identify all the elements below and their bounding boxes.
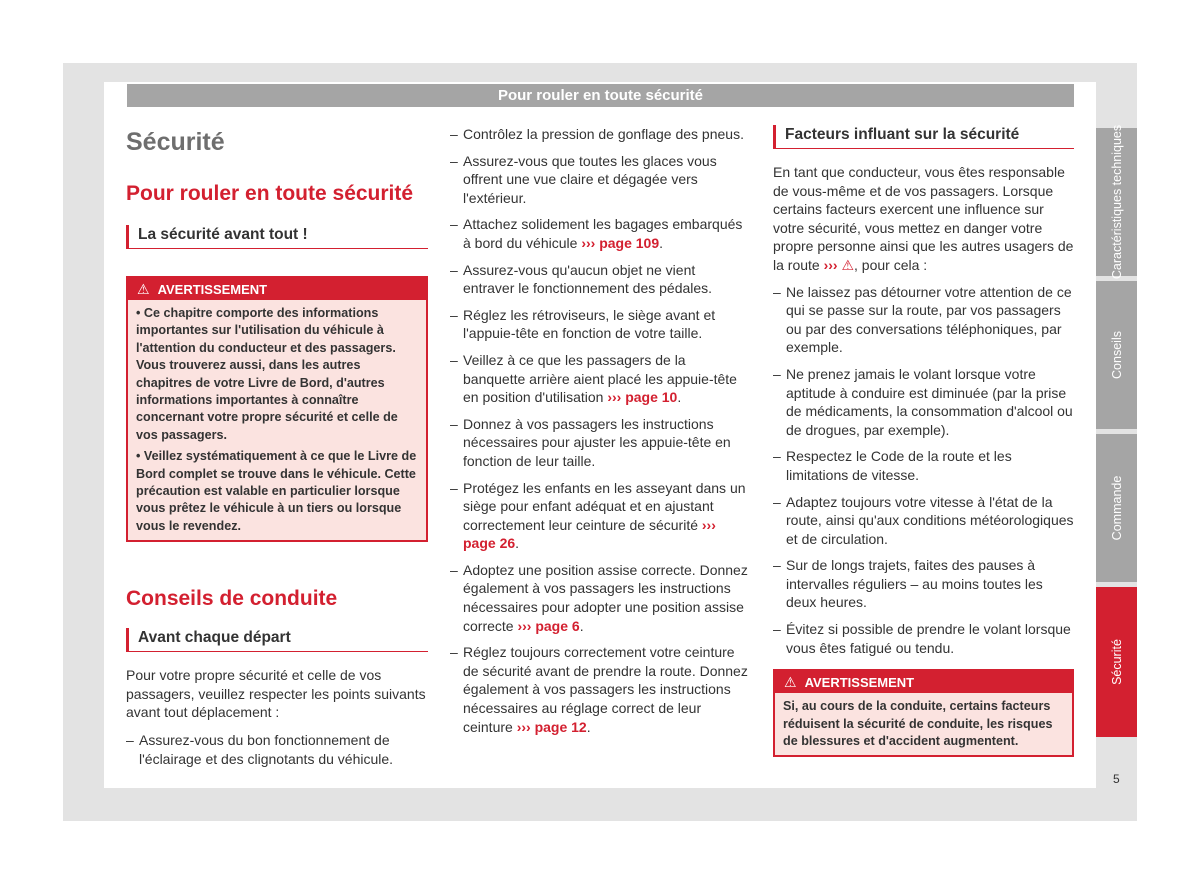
intro-paragraph: En tant que conducteur, vous êtes responsable de vous-même et de vos passagers. Lorsque certains facteurs exercent une influence sur votre sécurité, vous mettez en danger votre propre personne ainsi que les autres usagers de la route ››› ⚠, pour cela : bbox=[773, 164, 1074, 273]
warning-label: AVERTISSEMENT bbox=[157, 282, 268, 297]
section-title: Sécurité bbox=[126, 128, 225, 156]
chapter2-title: Conseils de conduite bbox=[126, 587, 338, 611]
list-item: – Adoptez une position assise correcte. Donnez également à vos passagers les instructions nécessaires pour adopter une position assise correcte ››› page 6. bbox=[450, 561, 750, 635]
warning-header bbox=[128, 278, 426, 300]
list-item: – Assurez-vous qu'aucun objet ne vient entraver le fonctionnement des pédales. bbox=[450, 261, 750, 298]
page-reference-link[interactable]: ››› page 10 bbox=[607, 389, 678, 406]
column-left bbox=[126, 125, 428, 776]
tab-operation[interactable]: Commande bbox=[1096, 434, 1137, 582]
list-item: – Réglez les rétroviseurs, le siège avant et l'appuie-tête en fonction de votre taille. bbox=[450, 306, 750, 343]
subheading-safety-factors: Facteurs influant sur la sécurité bbox=[773, 125, 1074, 149]
warning-item: • Ce chapitre comporte des informations importantes sur l'utilisation du véhicule à l'attention du conducteur et des passagers. Vous trouverez aussi, dans les autres chapitres de votre Livre de Bord, d'autres informations importantes à connaître concernant votre propre sécurité et celle de vos passagers. bbox=[136, 306, 398, 442]
page-reference-link[interactable]: ››› page 12 bbox=[516, 718, 587, 735]
list-item: – Protégez les enfants en les asseyant dans un siège pour enfant adéquat et en ajustant correctement leur ceinture de sécurité ››› page 26. bbox=[450, 479, 750, 553]
warning-item: • Veillez systématiquement à ce que le Livre de Bord complet se trouve dans le véhicule. Cette précaution est valable en particulier lorsque vous prêtez le véhicule à un tiers ou lorsque vous le revendez. bbox=[136, 449, 417, 533]
warning-body bbox=[775, 693, 1072, 755]
intro-paragraph: Pour votre propre sécurité et celle de vos passagers, veuillez respecter les points suivants avant tout déplacement : bbox=[126, 667, 426, 721]
tab-tips[interactable]: Conseils bbox=[1096, 281, 1137, 429]
list-item: – Donnez à vos passagers les instructions nécessaires pour ajuster les appuie-tête en fonction de leur taille. bbox=[450, 415, 750, 471]
warning-reference-link[interactable]: ››› ⚠ bbox=[823, 256, 855, 273]
chapter-title: Pour rouler en toute sécurité bbox=[126, 182, 414, 205]
warning-body bbox=[128, 300, 426, 540]
warning-triangle-icon: ⚠ bbox=[137, 281, 150, 297]
list-item: – Réglez toujours correctement votre ceinture de sécurité avant de prendre la route. Donnez également à vos passagers les instructions nécessaires au réglage correct de leur ceinture ››› page 12. bbox=[450, 643, 750, 736]
list-item: – Assurez-vous que toutes les glaces vous offrent une vue claire et dégagée vers l'extérieur. bbox=[450, 152, 750, 208]
factors-list bbox=[773, 283, 1074, 658]
warning-label: AVERTISSEMENT bbox=[804, 675, 915, 691]
checklist bbox=[126, 731, 428, 768]
list-item: – Attachez solidement les bagages embarqués à bord du véhicule ››› page 109. bbox=[450, 215, 750, 252]
tab-technical-specs[interactable]: Caractéristiques techniques bbox=[1096, 128, 1137, 276]
warning-text: Si, au cours de la conduite, certains facteurs réduisent la sécurité de conduite, les risques de blessures et d'accident augmentent. bbox=[783, 699, 1053, 749]
list-item: – Adaptez toujours votre vitesse à l'état de la route, ainsi qu'aux conditions météorologiques et de circulation. bbox=[773, 493, 1074, 549]
warning-box bbox=[773, 669, 1074, 757]
page-number: 5 bbox=[1113, 772, 1120, 786]
column-middle bbox=[450, 125, 750, 744]
list-item: – Veillez à ce que les passagers de la banquette arrière aient placé les appuie-tête en position d'utilisation ››› page 10. bbox=[450, 351, 750, 407]
subheading-before-departure: Avant chaque départ bbox=[126, 628, 428, 652]
list-item: – Ne laissez pas détourner votre attention de ce qui se passe sur la route, par vos passagers ou par des conversations téléphoniques, par exemple. bbox=[773, 283, 1074, 357]
page-reference-link[interactable]: ››› page 6 bbox=[517, 617, 580, 634]
warning-triangle-icon: ⚠ bbox=[784, 674, 797, 691]
warning-box bbox=[126, 276, 428, 542]
subheading-safety-first: La sécurité avant tout ! bbox=[126, 225, 428, 249]
checklist-continued bbox=[450, 125, 750, 736]
column-right bbox=[773, 125, 1074, 757]
page-reference-link[interactable]: ››› page 26 bbox=[463, 516, 716, 552]
list-item: – Évitez si possible de prendre le volant lorsque vous êtes fatigué ou tendu. bbox=[773, 620, 1074, 657]
warning-header bbox=[775, 671, 1072, 693]
tab-safety[interactable]: Sécurité bbox=[1096, 587, 1137, 737]
list-item: – Sur de longs trajets, faites des pauses à intervalles réguliers – au moins toutes les deux heures. bbox=[773, 556, 1074, 612]
list-item: – Assurez-vous du bon fonctionnement de l'éclairage et des clignotants du véhicule. bbox=[126, 731, 428, 768]
list-item: – Ne prenez jamais le volant lorsque votre aptitude à conduire est diminuée (par la prise de médicaments, la consommation d'alcool ou de drogues, par exemple). bbox=[773, 365, 1074, 439]
list-item: – Contrôlez la pression de gonflage des pneus. bbox=[450, 125, 750, 144]
page-header: Pour rouler en toute sécurité bbox=[127, 84, 1074, 107]
list-item: – Respectez le Code de la route et les limitations de vitesse. bbox=[773, 447, 1074, 484]
page-reference-link[interactable]: ››› page 109 bbox=[581, 234, 660, 251]
